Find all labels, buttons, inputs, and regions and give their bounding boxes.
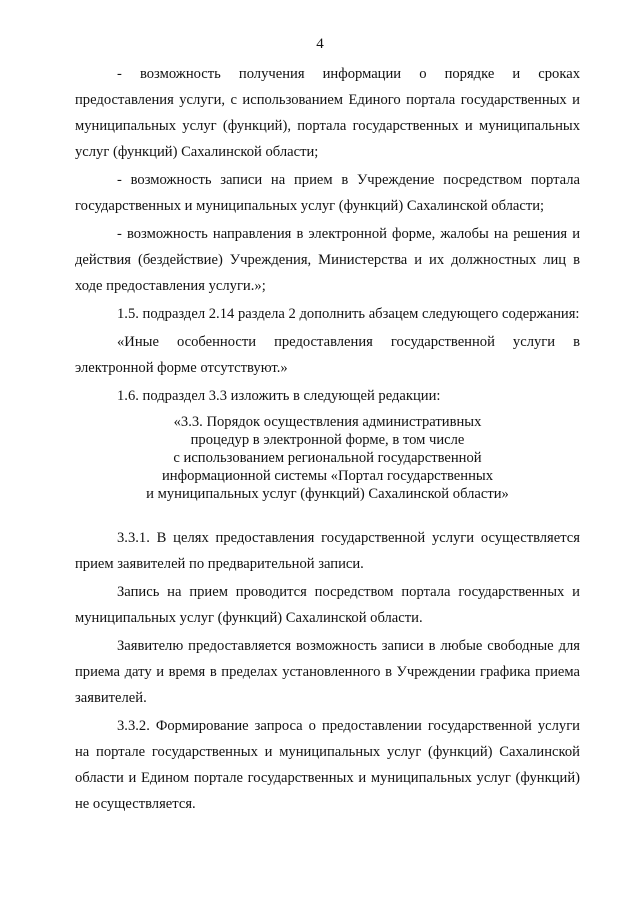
document-body [75,61,580,817]
paragraph-appointment-portal: Запись на прием проводится посредством портала государственных и муниципальных услуг (функций) Сахалинской области. [75,584,580,626]
paragraph-3-3-1: 3.3.1. В целях предоставления государственной услуги осуществляется прием заявителей по предварительной записи. [75,530,580,572]
paragraph-item-1-6: 1.6. подраздел 3.3 изложить в следующей редакции: [117,388,441,404]
heading-line: процедур в электронной форме, в том числе [190,432,465,448]
paragraph-appointment: - возможность записи на прием в Учреждение посредством портала государственных и муниципальных услуг (функций) Сахалинской области; [75,172,580,214]
page-number: 4 [316,36,324,52]
paragraph-free-time: Заявителю предоставляется возможность записи в любые свободные для приема дату и время в пределах установленного в Учреждении графика приема заявителей. [75,638,580,706]
paragraph-quote-electronic: «Иные особенности предоставления государственной услуги в электронной форме отсутствуют.» [75,334,580,376]
section-heading [75,413,580,503]
heading-line: информационной системы «Портал государственных [162,468,493,484]
paragraph-complaints: - возможность направления в электронной форме, жалобы на решения и действия (бездействие) Учреждения, Министерства и их должностных лиц в ходе предоставления услуги.»; [75,226,580,294]
heading-line: с использованием региональной государственной [173,450,482,466]
paragraph-3-3-2: 3.3.2. Формирование запроса о предоставлении государственной услуги на портале государственных и муниципальных услуг (функций) Сахалинской области и Едином портале государственных и муниципальных услуг (функций) не осуществляется. [75,718,580,812]
heading-line: «3.3. Порядок осуществления административных [173,414,482,430]
paragraph-item-1-5: 1.5. подраздел 2.14 раздела 2 дополнить абзацем следующего содержания: [117,306,580,322]
paragraph-info-portal: - возможность получения информации о порядке и сроках предоставления услуги, с использованием Единого портала государственных и муниципальных услуг (функций), портала государственных и муниципальных услуг (функций) Сахалинской области; [75,66,580,160]
spacer [75,503,580,525]
heading-line: и муниципальных услуг (функций) Сахалинской области» [146,486,509,502]
